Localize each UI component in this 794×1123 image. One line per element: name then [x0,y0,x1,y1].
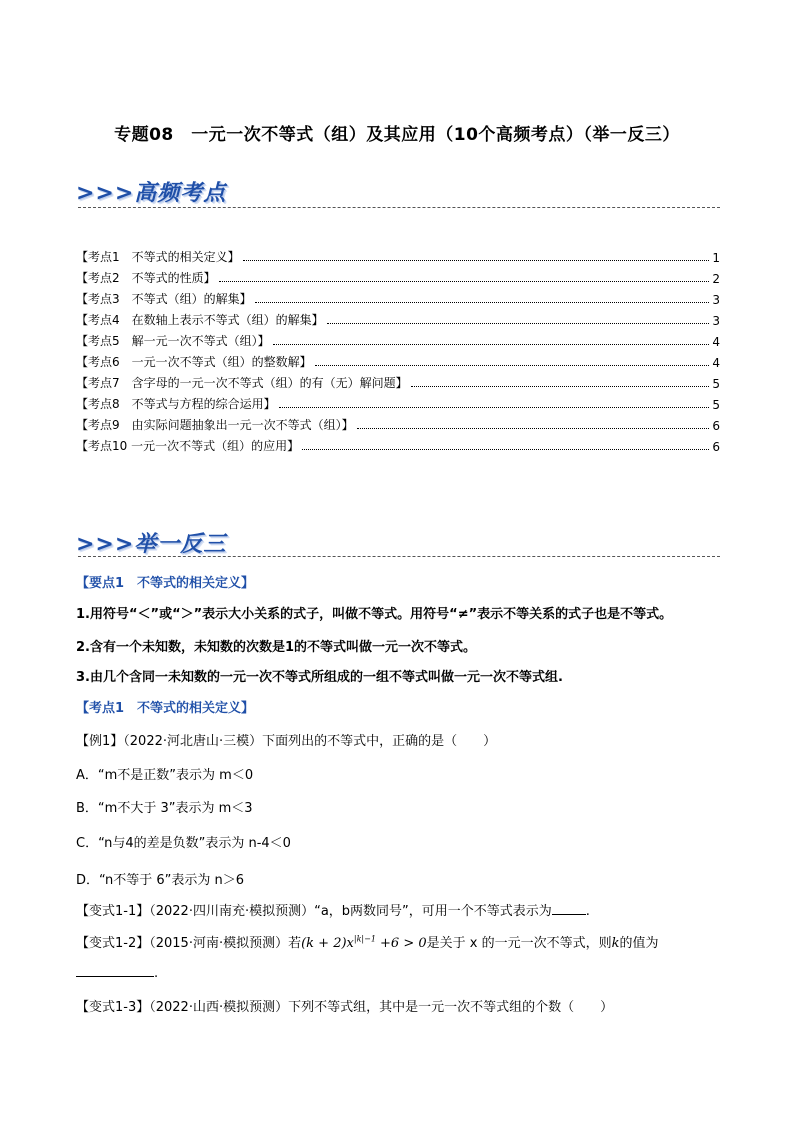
variant-tag: 【变式1-1】 [76,904,150,919]
toc-entry-page: 4 [712,356,720,370]
kaodian-heading: 【考点1 不等式的相关定义】 [76,701,255,716]
example-1: 【例1】（2022·河北唐山·三模）下面列出的不等式中，正确的是（ ） [76,734,497,749]
variant-tag: 【变式1-3】 [76,1000,150,1015]
toc-entry-label: 【考点9 由实际问题抽象出一元一次不等式（组）】 [76,418,354,432]
answer-blank [76,964,154,977]
toc-leader-dots [302,448,709,450]
toc-entry-page: 5 [712,398,720,412]
option-a: A．“m不是正数”表示为 m＜0 [76,768,254,783]
expr-base: (k + 2)x [301,936,354,951]
toc-leader-dots [315,364,710,366]
toc-entry-page: 3 [712,314,720,328]
variant-1-1 [76,900,590,919]
section-banner-high-frequency: >>>高频考点 [76,181,227,206]
section-banner-examples: >>>举一反三 [76,532,227,557]
toc-entry-label: 【考点5 解一元一次不等式（组）】 [76,334,270,348]
toc-entry[interactable] [76,328,720,349]
key-point-3: 3.由几个含同一未知数的一元一次不等式所组成的一组不等式叫做一元一次不等式组. [76,670,563,685]
toc-entry-page: 3 [712,293,720,307]
key-point-heading: 【要点1 不等式的相关定义】 [76,576,255,591]
option-c: C．“n与4的差是负数”表示为 n-4＜0 [76,836,291,851]
variant-text-2: 是关于 x 的一元一次不等式，则 [426,936,612,951]
period: . [154,966,159,981]
variant-tag: 【变式1-2】 [76,936,150,951]
toc-leader-dots [219,280,710,282]
toc-leader-dots [243,259,710,261]
toc-leader-dots [279,406,710,408]
toc-entry[interactable] [76,349,720,370]
toc-entry[interactable] [76,391,720,412]
variant-1-2-answer [76,964,158,981]
toc-entry-page: 6 [712,419,720,433]
table-of-contents [76,244,720,454]
toc-entry-page: 6 [712,440,720,454]
toc-entry-label: 【考点3 不等式（组）的解集】 [76,292,252,306]
toc-entry-label: 【考点8 不等式与方程的综合运用】 [76,397,276,411]
toc-leader-dots [327,322,710,324]
toc-entry-label: 【考点6 一元一次不等式（组）的整数解】 [76,355,312,369]
toc-entry-page: 1 [712,251,720,265]
toc-entry[interactable] [76,412,720,433]
toc-leader-dots [273,343,710,345]
toc-entry-page: 2 [712,272,720,286]
key-point-2: 2.含有一个未知数，未知数的次数是1的不等式叫做一元一次不等式。 [76,640,477,655]
expr-exponent: |k|−1 [353,934,376,944]
toc-entry-page: 4 [712,335,720,349]
toc-leader-dots [255,301,710,303]
toc-entry-label: 【考点1 不等式的相关定义】 [76,250,240,264]
key-point-1: 1.用符号“＜”或“＞”表示大小关系的式子，叫做不等式。用符号“≠”表示不等关系的式子也是不等式。 [76,607,673,622]
page-title: 专题08 一元一次不等式（组）及其应用（10个高频考点）（举一反三） [114,125,680,145]
answer-blank [552,902,586,915]
toc-entry[interactable] [76,244,720,265]
variant-1-3 [76,996,613,1015]
toc-entry[interactable] [76,370,720,391]
variant-text-3: 的值为 [619,936,659,951]
var-k: k [611,936,620,951]
toc-entry-label: 【考点2 不等式的性质】 [76,271,216,285]
option-b: B．“m不大于 3”表示为 m＜3 [76,801,253,816]
option-d: D．“n不等于 6”表示为 n＞6 [76,873,245,888]
divider [78,207,720,208]
period: . [585,904,590,919]
expr-rest: +6 > 0 [375,936,427,951]
toc-entry[interactable] [76,265,720,286]
variant-text: （2022·四川南充·模拟预测）“a，b两数同号”，可用一个不等式表示为 [149,904,552,919]
toc-entry[interactable] [76,433,720,454]
toc-entry-label: 【考点4 在数轴上表示不等式（组）的解集】 [76,313,324,327]
variant-1-2 [76,932,659,951]
inequality-expression [301,936,427,951]
toc-entry-label: 【考点10 一元一次不等式（组）的应用】 [76,439,300,453]
toc-entry-page: 5 [712,377,720,391]
toc-entry[interactable] [76,286,720,307]
toc-leader-dots [357,427,710,429]
toc-leader-dots [411,385,710,387]
variant-text: （2022·山西·模拟预测）下列不等式组，其中是一元一次不等式组的个数（ ） [149,1000,614,1015]
toc-entry-label: 【考点7 含字母的一元一次不等式（组）的有（无）解问题】 [76,376,408,390]
toc-entry[interactable] [76,307,720,328]
divider [78,556,720,557]
variant-text: （2015·河南·模拟预测）若 [149,936,302,951]
